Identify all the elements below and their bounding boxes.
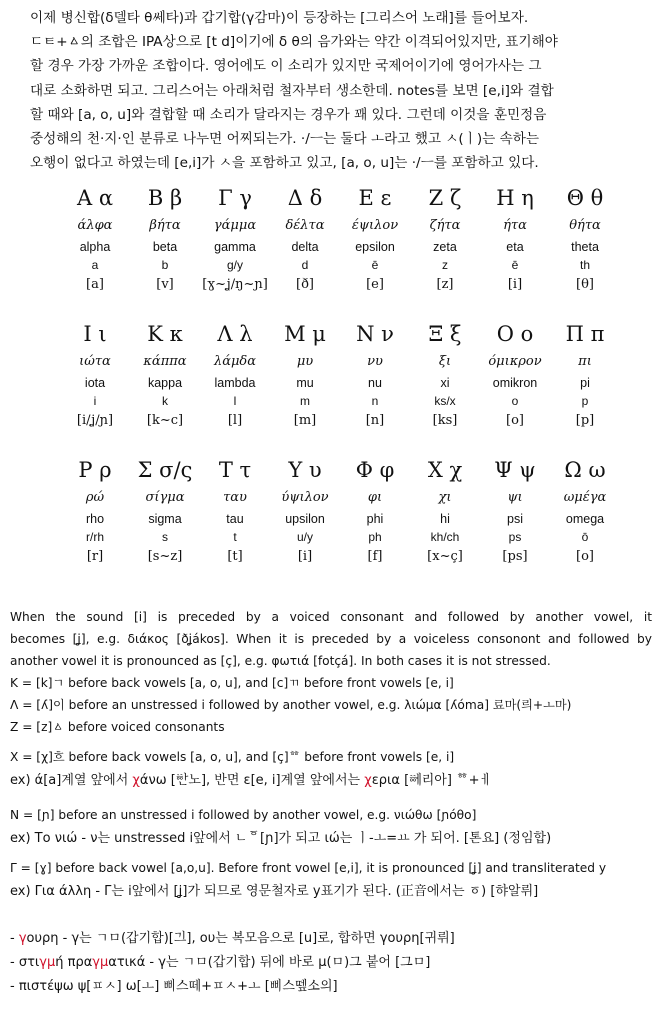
highlighted-letter: γμ xyxy=(92,955,109,970)
intro-line: 이제 병신합(δ델타 θ쎄타)과 갑기합(γ감마)이 등장하는 [그리스어 노래]를 들어보자. xyxy=(30,10,529,26)
transliteration: o xyxy=(511,394,519,408)
greek-name: ήτα xyxy=(503,218,527,233)
greek-name: χι xyxy=(438,490,452,505)
intro-line: ㄷㅌ+ㅿ의 조합은 IPA상으로 [t d]이기에 δ θ의 음가와는 약간 이격되어있지만, 표기해야 xyxy=(30,34,558,51)
greek-name: ιώτα xyxy=(79,354,111,369)
intro-line: 오행이 없다고 하였는데 [e,i]가 ㅅ을 포함하고 있고, [a, o, u]는 ·/ㅡ를 포함하고 있다. xyxy=(30,155,539,172)
letter-cell xyxy=(270,182,340,296)
english-name: zeta xyxy=(433,240,457,254)
alphabet-row xyxy=(60,454,620,584)
greek-letter: Τ τ xyxy=(218,458,252,482)
example-line-stigmi xyxy=(10,952,652,974)
ipa-value: [θ] xyxy=(576,277,594,292)
transliteration: a xyxy=(91,258,99,272)
ipa-value: [x~ç] xyxy=(427,549,463,564)
greek-name: σίγμα xyxy=(145,490,185,505)
letter-cell xyxy=(340,318,410,432)
letter-cell xyxy=(550,182,620,296)
english-name: epsilon xyxy=(355,240,395,254)
greek-letter: Λ λ xyxy=(217,322,253,346)
example-text: - xyxy=(10,931,19,946)
greek-name: γάμμα xyxy=(213,218,257,233)
greek-name: δέλτα xyxy=(285,218,325,233)
greek-name: ξι xyxy=(438,354,452,369)
letter-cell xyxy=(270,454,340,568)
letter-cell xyxy=(480,454,550,568)
greek-letter: Η η xyxy=(496,186,534,210)
english-name: sigma xyxy=(148,512,182,526)
ipa-value: [i] xyxy=(507,277,523,292)
alphabet-row xyxy=(60,182,620,312)
letter-cell xyxy=(130,318,200,432)
ipa-value: [p] xyxy=(575,413,595,428)
note-nu: Ν = [ɲ] before an unstressed i followed by another vowel, e.g. νιώθω [ɲóθo] xyxy=(10,808,477,822)
ipa-value: [i/ʝ/ɲ] xyxy=(76,413,114,428)
greek-name: ζήτα xyxy=(429,218,461,233)
transliteration: s xyxy=(162,530,168,544)
ipa-value: [n] xyxy=(365,413,385,428)
letter-cell xyxy=(480,318,550,432)
example-text: άνω [ᅘᅡᆫ노], 반면 ε[e, i]계열 앞에서는 xyxy=(139,773,365,788)
ipa-value: [o] xyxy=(576,549,594,564)
english-name: omikron xyxy=(492,376,538,390)
ipa-value: [r] xyxy=(86,549,104,564)
letter-cell xyxy=(200,318,270,432)
letter-cell xyxy=(550,454,620,568)
letter-cell xyxy=(550,318,620,432)
english-name: tau xyxy=(226,512,244,526)
letter-cell xyxy=(340,182,410,296)
example-line-gouri xyxy=(10,928,652,950)
letter-cell xyxy=(480,182,550,296)
transliteration: ē xyxy=(511,258,519,272)
letter-cell xyxy=(410,318,480,432)
letter-cell xyxy=(60,318,130,432)
greek-name: φι xyxy=(367,490,383,505)
letter-cell xyxy=(410,182,480,296)
greek-letter: Ο ο xyxy=(496,322,534,346)
ipa-value: [z] xyxy=(436,277,454,292)
transliteration: ph xyxy=(368,530,382,544)
letter-cell xyxy=(130,182,200,296)
english-name: kappa xyxy=(147,376,183,390)
transliteration: t xyxy=(233,530,237,544)
ipa-value: [e] xyxy=(366,277,384,292)
greek-letter: Ζ ζ xyxy=(428,186,462,210)
note-gamma-example: ex) Για άλλη - Γ는 i앞에서 [ʝ]가 되므로 영문철자로 y표기가 된다. (正音에서는 ㆆ) [햐알뤼] xyxy=(10,884,539,899)
greek-letter: Μ μ xyxy=(284,322,326,346)
greek-name: ψι xyxy=(507,490,523,505)
transliteration: i xyxy=(93,394,97,408)
highlighted-letter: γ xyxy=(18,931,27,946)
letter-cell xyxy=(410,454,480,568)
example-text: ουρη - γ는 ㄱㅁ(갑기합)[ᄀᆜ], ου는 복모음으로 [u]로, 합하면 γουρη[귀뤼] xyxy=(26,931,455,946)
transliteration: u/y xyxy=(296,530,313,544)
greek-name: πι xyxy=(578,354,592,369)
letter-cell xyxy=(130,454,200,568)
greek-letter: Γ γ xyxy=(218,186,252,210)
greek-name: λάμδα xyxy=(213,354,257,369)
greek-letter: Δ δ xyxy=(287,186,323,210)
note-kappa: Κ = [k]ㄱ before back vowels [a, o, u], and [c]ㄲ before front vowels [e, i] xyxy=(10,676,454,690)
transliteration: r/rh xyxy=(86,530,104,544)
ipa-value: [f] xyxy=(367,549,383,564)
highlighted-letter: γμ xyxy=(39,955,56,970)
intro-paragraph xyxy=(30,6,650,175)
ipa-value: [t] xyxy=(227,549,243,564)
english-name: eta xyxy=(506,240,524,254)
note-i-line: another vowel it is pronounced as [ç], e.g. φωτιά [fotçá]. In both cases it is not stressed. xyxy=(10,654,551,668)
note-lambda: Λ = [ʎ]이 before an unstressed i followed by another vowel, e.g. λιώμα [ʎóma] 료마(릐+ㅗ마) xyxy=(10,698,572,712)
greek-letter: Ν ν xyxy=(356,322,394,346)
transliteration: p xyxy=(581,394,589,408)
transliteration: ō xyxy=(581,530,589,544)
greek-letter: Κ κ xyxy=(147,322,183,346)
greek-letter: Ι ι xyxy=(83,322,107,346)
english-name: psi xyxy=(507,512,523,526)
intro-line: 대로 소화하면 되고. 그리스어는 아래처럼 철자부터 생소한데. notes를 보면 [e,i]와 결합 xyxy=(30,82,554,99)
transliteration: ē xyxy=(371,258,379,272)
letter-cell xyxy=(340,454,410,568)
greek-letter: Σ σ/ς xyxy=(137,458,193,482)
ipa-value: [ks] xyxy=(432,413,458,428)
example-text: - στι xyxy=(10,955,40,970)
greek-name: όμικρον xyxy=(488,354,542,369)
english-name: delta xyxy=(291,240,319,254)
intro-line: 할 때와 [a, o, u]와 결합할 때 소리가 달라지는 경우가 꽤 있다. 그런데 이것을 훈민정음 xyxy=(30,106,547,123)
note-zeta: Ζ = [z]ㅿ before voiced consonants xyxy=(10,720,225,734)
english-name: hi xyxy=(440,512,450,526)
letter-cell xyxy=(270,318,340,432)
greek-letter: Ξ ξ xyxy=(428,322,462,346)
highlighted-letter: χ xyxy=(132,773,140,788)
intro-line: 중성해의 천·지·인 분류로 나누면 어찌되는가. ·/ㅡ는 둘다 ㅗ라고 했고 ㅅ(ㅣ)는 속하는 xyxy=(30,131,540,148)
english-name: omega xyxy=(565,512,605,526)
transliteration: l xyxy=(233,394,237,408)
transliteration: g/y xyxy=(226,258,243,272)
greek-letter: Ε ε xyxy=(358,186,392,210)
greek-letter: Θ θ xyxy=(566,186,604,210)
ipa-value: [a] xyxy=(86,277,104,292)
ipa-value: [ps] xyxy=(502,549,528,564)
example-text: ή πρα xyxy=(55,955,93,970)
ipa-value: [m] xyxy=(293,413,317,428)
letter-cell xyxy=(60,182,130,296)
transliteration: k xyxy=(162,394,168,408)
transliteration: ps xyxy=(508,530,522,544)
example-text: ερια [ᅘᅨ리아] ᅘ+ㅔ xyxy=(371,773,493,788)
intro-line: 할 경우 가장 가까운 조합이다. 영어에도 이 소리가 있지만 국제어이기에 영어가사는 그 xyxy=(30,58,542,75)
greek-name: ύψιλον xyxy=(281,490,329,505)
greek-letter: Υ υ xyxy=(288,458,322,482)
greek-name: μυ xyxy=(296,354,314,369)
greek-letter: Ψ ψ xyxy=(494,458,536,482)
transliteration: ks/x xyxy=(434,394,456,408)
example-text: ex) ά[a]계열 앞에서 xyxy=(10,773,133,788)
example-text: ατικά - γ는 ㄱㅁ(갑기합) 뒤에 바로 μ(ㅁ)그 붙어 [그ㅁ] xyxy=(108,955,431,970)
greek-name: έψιλον xyxy=(351,218,399,233)
ipa-value: [l] xyxy=(227,413,243,428)
greek-name: βήτα xyxy=(149,218,181,233)
transliteration: m xyxy=(300,394,310,408)
greek-name: κάππα xyxy=(143,354,187,369)
alphabet-row xyxy=(60,318,620,448)
english-name: iota xyxy=(84,376,106,390)
note-i-line: When the sound [i] is preceded by a voiced consonant and followed by another vowel, it xyxy=(10,610,652,624)
greek-name: ταυ xyxy=(223,490,247,505)
ipa-value: [i] xyxy=(297,549,313,564)
greek-letter: Ω ω xyxy=(564,458,606,482)
ipa-value: [ɣ~ʝ/ŋ~ɲ] xyxy=(202,277,268,292)
note-nu-example: ex) Το νιώ - ν는 unstressed i앞에서 ㄴᅙ[ɲ]가 되고 ιώ는 ㅣ-ㅗ=ㅛ 가 되어. [톤요] (정임합) xyxy=(10,831,552,846)
english-name: rho xyxy=(85,512,105,526)
greek-letter: Α α xyxy=(76,186,114,210)
transliteration: kh/ch xyxy=(430,530,460,544)
greek-name: ρώ xyxy=(85,490,105,505)
english-name: gamma xyxy=(214,240,256,254)
greek-letter: Π π xyxy=(565,322,605,346)
ipa-value: [ð] xyxy=(296,277,314,292)
highlighted-letter: χ xyxy=(364,773,372,788)
ipa-value: [k~c] xyxy=(146,413,184,428)
transliteration: d xyxy=(301,258,309,272)
ipa-value: [o] xyxy=(506,413,524,428)
greek-name: νυ xyxy=(367,354,383,369)
greek-letter: Ρ ρ xyxy=(78,458,112,482)
letter-cell xyxy=(200,182,270,296)
ipa-value: [s~z] xyxy=(147,549,183,564)
greek-name: άλφα xyxy=(77,218,113,233)
greek-name: θήτα xyxy=(569,218,601,233)
transliteration: th xyxy=(579,258,590,272)
english-name: beta xyxy=(152,240,178,254)
example-line-pistepso: - πιστέψω ψ[ㅍㅅ] ω[ㅗ] 삐스떼+ㅍㅅ+ㅗ [삐스뗖소의] xyxy=(10,979,338,994)
note-gamma: Γ = [ɣ] before back vowel [a,o,u]. Before front vowel [e,i], it is pronounced [ʝ] and transliterated y xyxy=(10,861,607,875)
greek-letter: Β β xyxy=(147,186,183,210)
english-name: upsilon xyxy=(285,512,325,526)
note-i-line: becomes [ʝ], e.g. διάκος [ðʝákos]. When it is preceded by a voiceless consonont and followed by xyxy=(10,632,652,646)
greek-name: ωμέγα xyxy=(563,490,607,505)
english-name: theta xyxy=(571,240,599,254)
greek-letter: Χ χ xyxy=(427,458,463,482)
ipa-value: [v] xyxy=(156,277,174,292)
letter-cell xyxy=(60,454,130,568)
note-chi: Χ = [χ]흐 before back vowels [a, o, u], and [ç]ᅘ before front vowels [e, i] xyxy=(10,750,455,764)
english-name: alpha xyxy=(79,240,111,254)
english-name: phi xyxy=(366,512,384,526)
transliteration: n xyxy=(371,394,379,408)
english-name: pi xyxy=(580,376,590,390)
note-chi-example xyxy=(10,770,652,792)
english-name: lambda xyxy=(214,376,256,390)
greek-letter: Φ φ xyxy=(355,458,395,482)
english-name: xi xyxy=(440,376,450,390)
transliteration: b xyxy=(161,258,169,272)
letter-cell xyxy=(200,454,270,568)
transliteration: z xyxy=(442,258,448,272)
english-name: mu xyxy=(296,376,314,390)
english-name: nu xyxy=(368,376,382,390)
